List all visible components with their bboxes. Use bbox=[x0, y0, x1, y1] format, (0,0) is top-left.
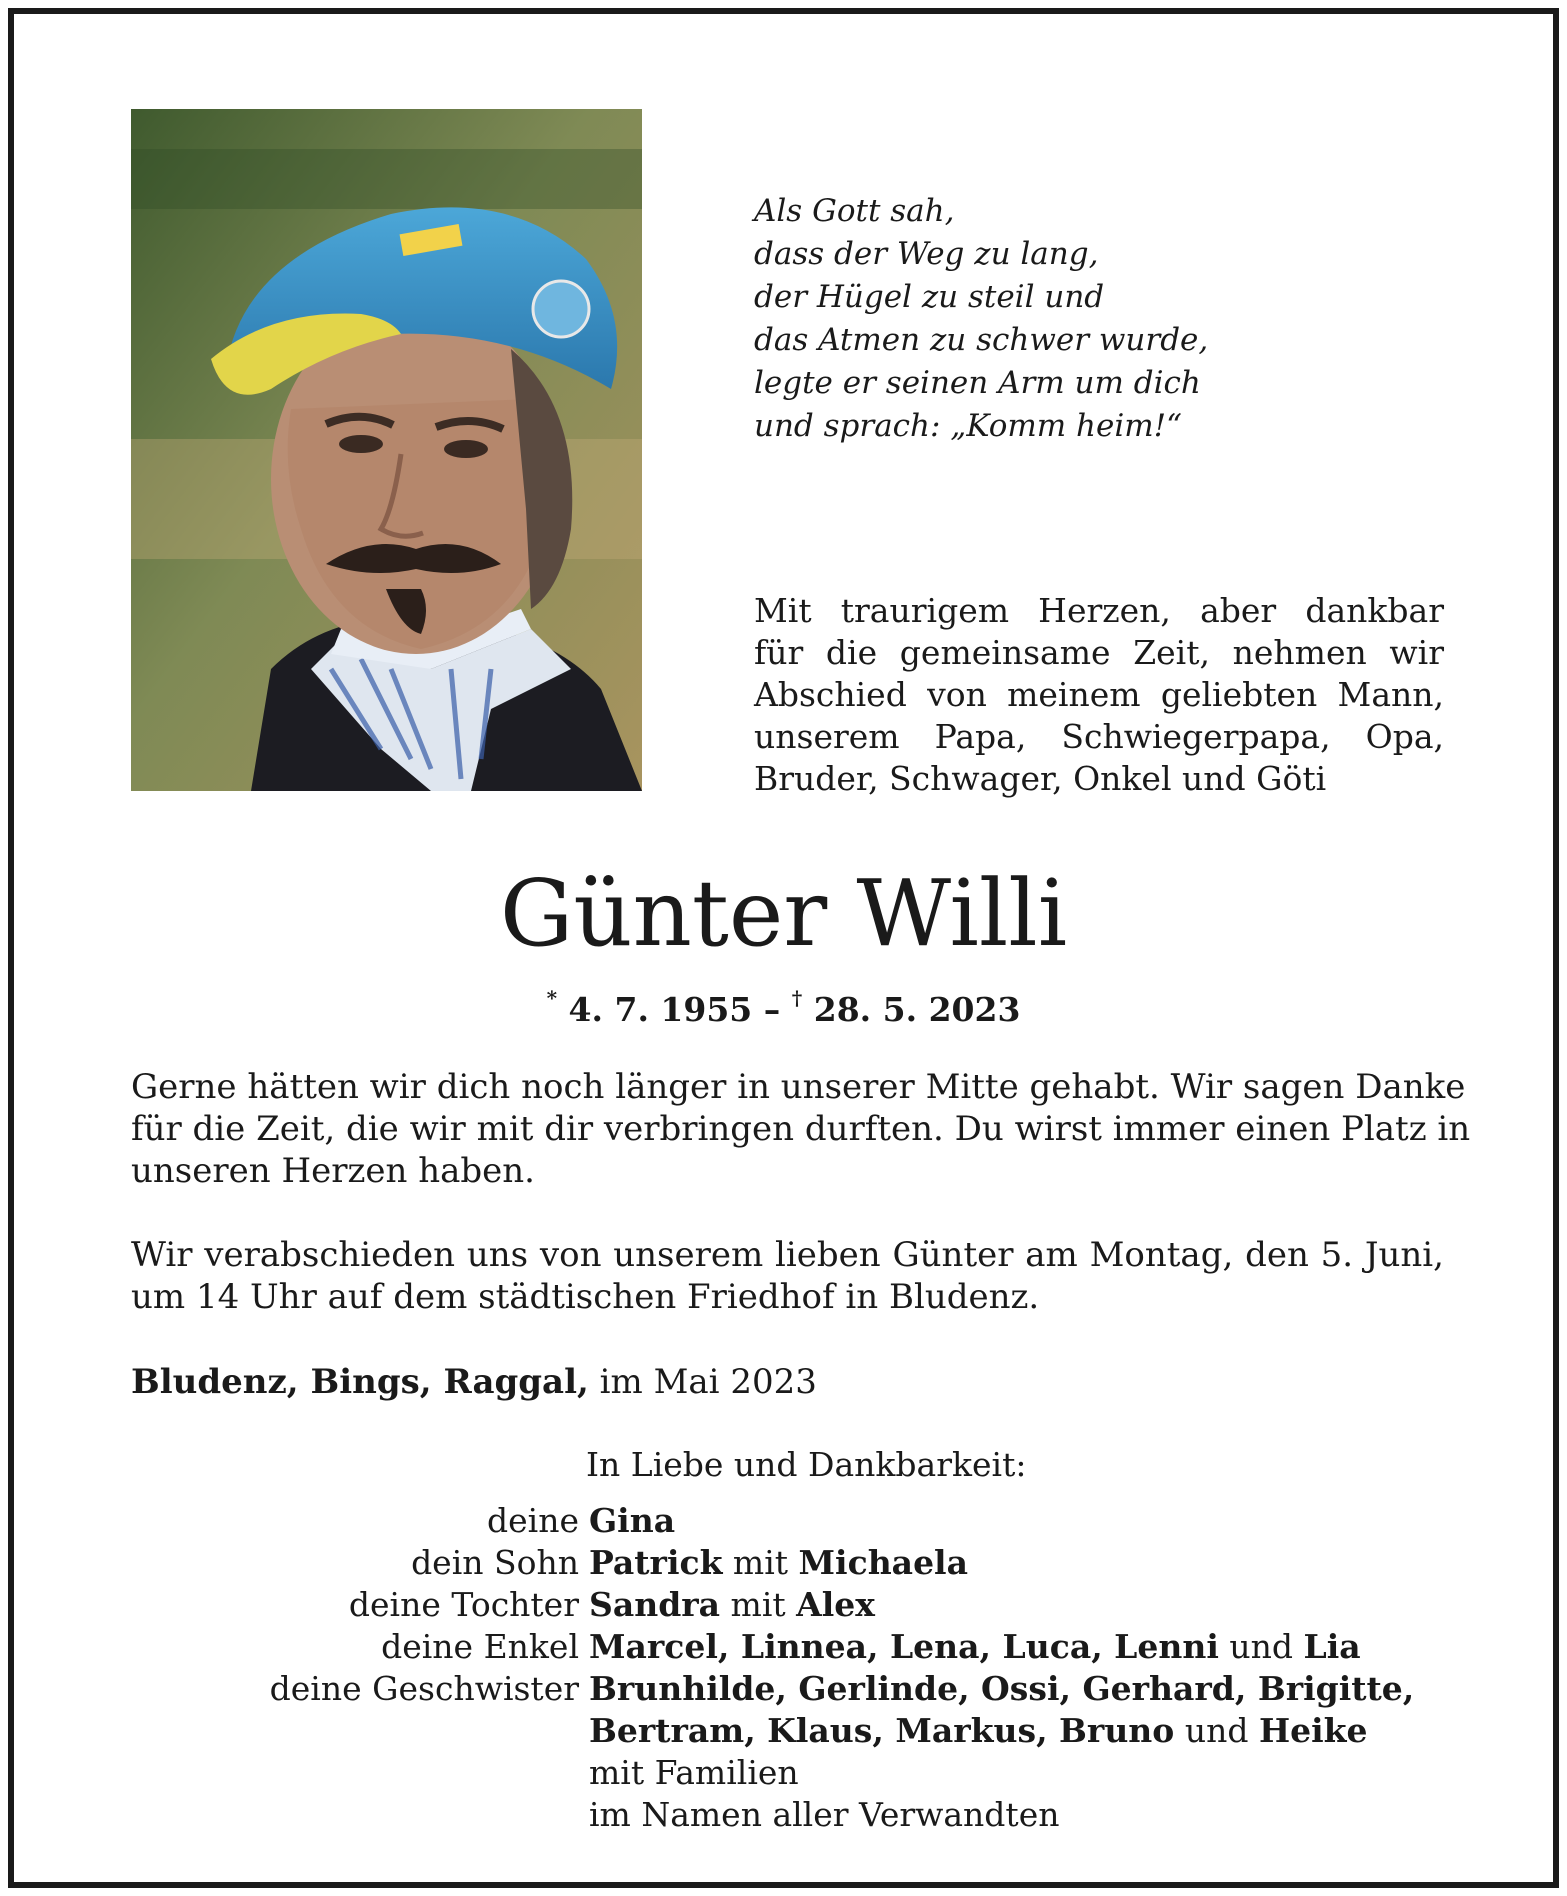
death-symbol: † bbox=[791, 986, 803, 1010]
funeral-paragraph bbox=[131, 1234, 1444, 1318]
relative-name: Alex bbox=[796, 1585, 875, 1624]
remembrance-paragraph bbox=[131, 1066, 1471, 1192]
relative-label: deine Geschwister bbox=[269, 1669, 579, 1708]
relative-connector: und bbox=[1174, 1711, 1259, 1750]
relative-row-daughter bbox=[131, 1584, 1531, 1626]
intro-line: Bruder, Schwager, Onkel und Göti bbox=[754, 759, 1327, 798]
place-and-date bbox=[131, 1361, 817, 1403]
relative-name: Sandra bbox=[589, 1585, 721, 1624]
relative-row-siblings bbox=[131, 1668, 1531, 1710]
towns: Bludenz, Bings, Raggal, bbox=[131, 1362, 589, 1402]
intro-line: unserem Papa, Schwiegerpapa, Opa, bbox=[754, 717, 1444, 756]
paragraph-line: um 14 Uhr auf dem städtischen Friedhof in Bludenz. bbox=[131, 1277, 1040, 1317]
birth-symbol: * bbox=[546, 986, 558, 1010]
relative-connector: und bbox=[1218, 1627, 1304, 1666]
obituary-frame bbox=[8, 8, 1559, 1888]
poem bbox=[754, 190, 1208, 448]
relative-name: Bertram, Klaus, Markus, Bruno bbox=[589, 1711, 1175, 1750]
relative-name: Marcel, Linnea, Lena, Luca, Lenni bbox=[589, 1627, 1219, 1666]
relative-label: dein Sohn bbox=[411, 1543, 579, 1582]
portrait-photo bbox=[131, 109, 642, 791]
relative-name: Brunhilde, Gerlinde, Ossi, Gerhard, Brigitte, bbox=[589, 1669, 1415, 1708]
intro-line: Abschied von meinem geliebten Mann, bbox=[754, 675, 1444, 714]
paragraph-line: Gerne hätten wir dich noch länger in unserer Mitte gehabt. Wir sagen Danke bbox=[131, 1067, 1466, 1107]
relative-row-wife bbox=[131, 1500, 1531, 1542]
death-date: 28. 5. 2023 bbox=[813, 990, 1021, 1029]
poem-line: legte er seinen Arm um dich bbox=[754, 365, 1201, 401]
deceased-name: Günter Willi bbox=[499, 860, 1068, 967]
portrait-image bbox=[131, 109, 642, 791]
intro-text bbox=[754, 590, 1444, 800]
poem-line: Als Gott sah, bbox=[754, 193, 955, 229]
poem-line: dass der Weg zu lang, bbox=[754, 236, 1099, 272]
relative-row-son bbox=[131, 1542, 1531, 1584]
life-dates bbox=[14, 980, 1553, 1032]
month-year: im Mai 2023 bbox=[588, 1362, 817, 1402]
relative-label: deine bbox=[487, 1501, 579, 1540]
birth-date: 4. 7. 1955 – bbox=[568, 990, 781, 1029]
relatives-list bbox=[131, 1500, 1531, 1752]
relative-name: Patrick bbox=[589, 1543, 723, 1582]
relative-name: Lia bbox=[1303, 1627, 1361, 1666]
relative-row-siblings-cont bbox=[131, 1710, 1531, 1752]
relative-connector: mit bbox=[720, 1585, 797, 1624]
relative-name: Gina bbox=[589, 1501, 676, 1540]
relative-label: deine Tochter bbox=[348, 1585, 579, 1624]
poem-line: und sprach: „Komm heim!“ bbox=[754, 408, 1182, 444]
closing-line: im Namen aller Verwandten bbox=[589, 1795, 1060, 1834]
poem-line: der Hügel zu steil und bbox=[754, 279, 1105, 315]
intro-line: für die gemeinsame Zeit, nehmen wir bbox=[754, 633, 1444, 672]
paragraph-line: unseren Herzen haben. bbox=[131, 1151, 535, 1191]
relative-connector: mit bbox=[722, 1543, 799, 1582]
relative-name: Heike bbox=[1258, 1711, 1368, 1750]
closing-lines bbox=[589, 1752, 1059, 1836]
closing-line: mit Familien bbox=[589, 1753, 799, 1792]
signoff: In Liebe und Dankbarkeit: bbox=[586, 1445, 1027, 1484]
intro-line: Mit traurigem Herzen, aber dankbar bbox=[754, 591, 1444, 630]
relative-row-grandchildren bbox=[131, 1626, 1531, 1668]
paragraph-line: für die Zeit, die wir mit dir verbringen durften. Du wirst immer einen Platz in bbox=[131, 1109, 1471, 1149]
poem-line: das Atmen zu schwer wurde, bbox=[754, 322, 1209, 358]
relative-name: Michaela bbox=[798, 1543, 968, 1582]
relative-label: deine Enkel bbox=[381, 1627, 579, 1666]
paragraph-line: Wir verabschieden uns von unserem lieben Günter am Montag, den 5. Juni, bbox=[131, 1235, 1444, 1275]
